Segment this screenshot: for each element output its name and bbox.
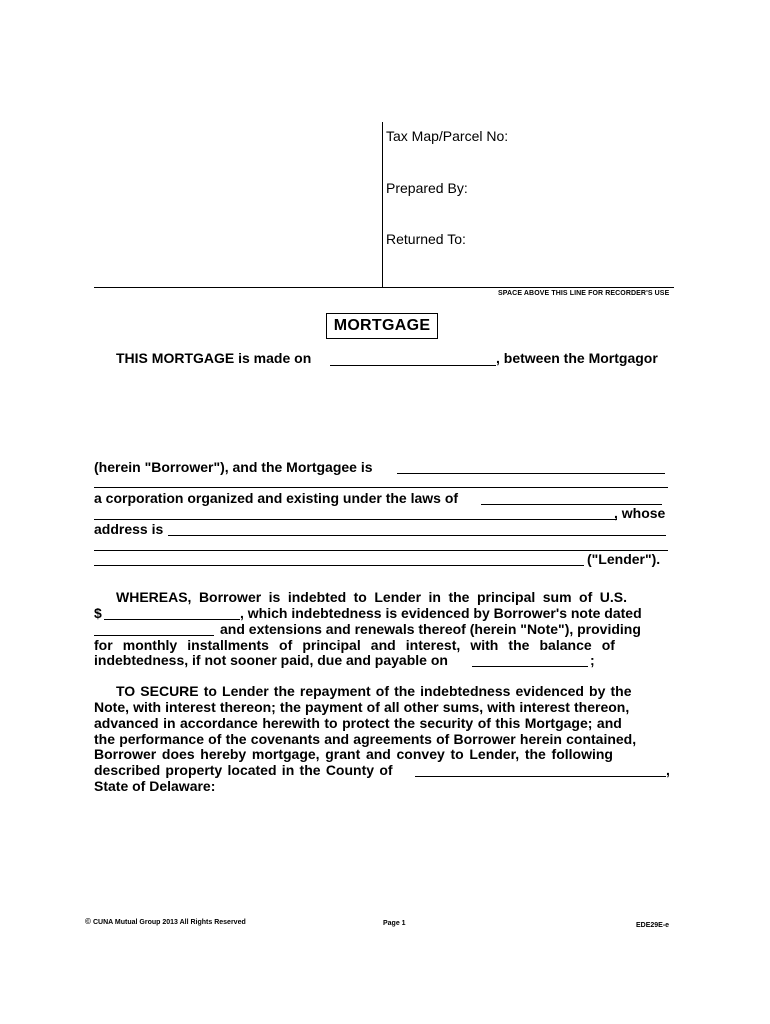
- tax-map-label: Tax Map/Parcel No:: [386, 128, 509, 144]
- herein-borrower-text: (herein "Borrower"), and the Mortgagee is: [94, 459, 373, 475]
- copyright-icon: ©: [85, 917, 91, 926]
- whereas-line-4: for monthly installments of principal and interest, with the balance of: [94, 637, 615, 653]
- address-line-3[interactable]: [94, 565, 584, 566]
- page-number: Page 1: [383, 920, 406, 927]
- header-divider-vertical: [382, 122, 383, 287]
- corporation-text: a corporation organized and existing under the laws of: [94, 490, 459, 506]
- returned-to-label: Returned To:: [386, 231, 466, 247]
- corporation-line-2[interactable]: [94, 519, 617, 520]
- date-blank[interactable]: [330, 365, 496, 366]
- address-is-text: address is: [94, 521, 164, 537]
- secure-line-7: State of Delaware:: [94, 778, 216, 794]
- secure-line-4: the performance of the covenants and agreements of Borrower herein contained,: [94, 731, 637, 747]
- dollar-sign: $: [94, 605, 102, 621]
- mortgagee-line-2[interactable]: [94, 487, 668, 488]
- secure-line-2: Note, with interest thereon; the payment of all other sums, with interest thereon,: [94, 699, 630, 715]
- intro-made-on: THIS MORTGAGE is made on: [116, 350, 312, 366]
- secure-line-6-end: ,: [666, 762, 670, 778]
- secure-line-5: Borrower does hereby mortgage, grant and convey to Lender, the following: [94, 746, 613, 762]
- note-date-blank[interactable]: [94, 635, 214, 636]
- intro-between: , between the Mortgagor: [496, 350, 658, 366]
- copyright-text: CUNA Mutual Group 2013 All Rights Reserved: [93, 919, 246, 926]
- whereas-line-3: and extensions and renewals thereof (herein "Note"), providing: [220, 621, 641, 637]
- due-date-blank[interactable]: [472, 666, 588, 667]
- document-title: MORTGAGE: [326, 313, 438, 339]
- recorder-note: SPACE ABOVE THIS LINE FOR RECORDER'S USE: [498, 290, 670, 297]
- whereas-line-5: indebtedness, if not sooner paid, due and payable on: [94, 652, 448, 668]
- whose-text: , whose: [614, 505, 666, 521]
- county-blank[interactable]: [415, 776, 666, 777]
- whereas-line-2: , which indebtedness is evidenced by Borrower's note dated: [240, 605, 642, 621]
- prepared-by-label: Prepared By:: [386, 180, 468, 196]
- secure-line-6: described property located in the County of: [94, 762, 393, 778]
- secure-line-1: TO SECURE to Lender the repayment of the indebtedness evidenced by the: [116, 683, 632, 699]
- whereas-line-1: WHEREAS, Borrower is indebted to Lender in the principal sum of U.S.: [116, 589, 627, 605]
- secure-line-3: advanced in accordance herewith to protect the security of this Mortgage; and: [94, 715, 622, 731]
- lender-text: ("Lender").: [587, 551, 661, 567]
- whereas-line-5-end: ;: [590, 652, 595, 668]
- address-line-2[interactable]: [94, 550, 668, 551]
- recorder-line: [94, 287, 674, 288]
- form-code: EDE29E-e: [636, 922, 670, 929]
- principal-amount-blank[interactable]: [104, 619, 240, 620]
- address-blank[interactable]: [168, 535, 666, 536]
- mortgagee-name-blank[interactable]: [397, 473, 665, 474]
